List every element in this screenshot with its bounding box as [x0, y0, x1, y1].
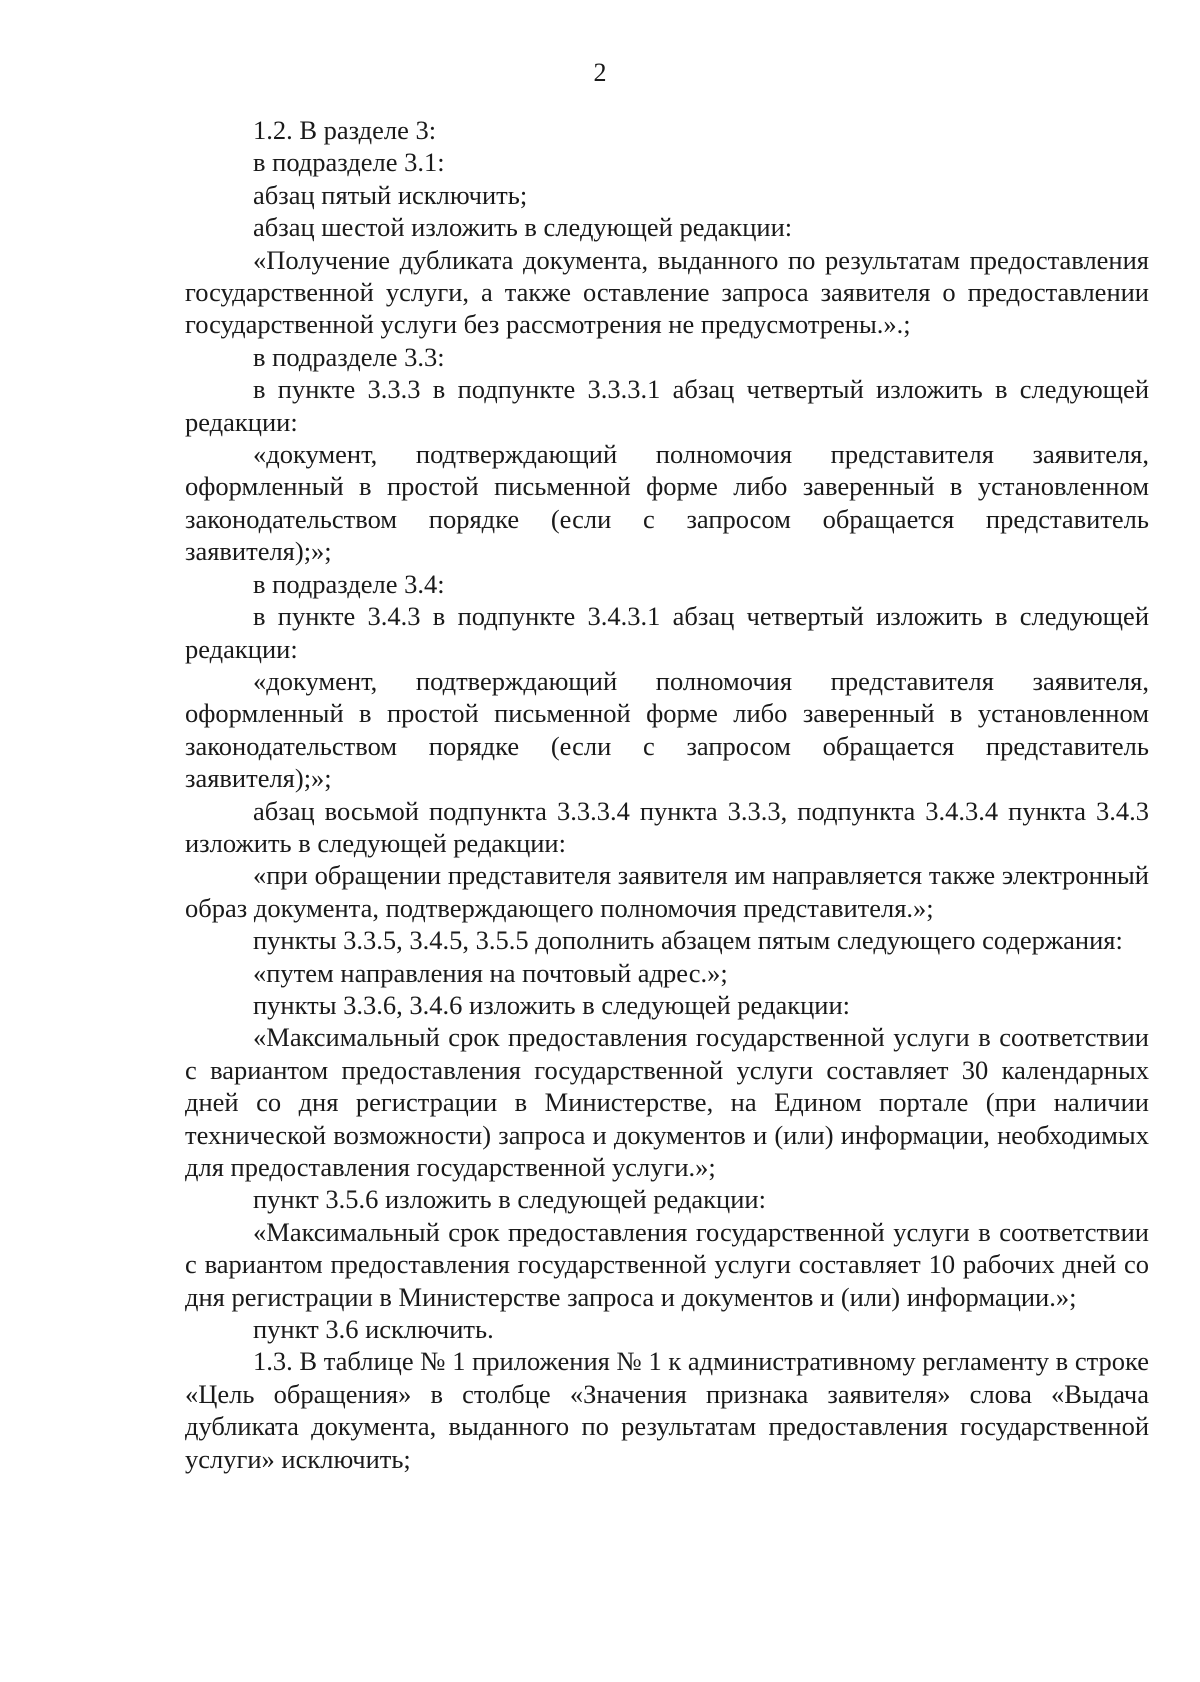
paragraph-subsection-3-1: в подразделе 3.1:	[253, 147, 445, 178]
quoted-paragraph: «документ, подтверждающий полномочия представителя заявителя, оформленный в простой письменной форме либо заверенный в установленном законодательством порядке (если с запросом обращается представитель заявителя);»;	[185, 665, 1149, 794]
paragraph: пункты 3.3.6, 3.4.6 изложить в следующей редакции:	[253, 989, 851, 1020]
paragraph: пункт 3.5.6 изложить в следующей редакции:	[253, 1184, 766, 1215]
quoted-paragraph: «путем направления на почтовый адрес.»;	[253, 957, 728, 988]
paragraph: пункты 3.3.5, 3.4.5, 3.5.5 дополнить абзацем пятым следующего содержания:	[253, 925, 1123, 956]
quoted-paragraph: «Максимальный срок предоставления государственной услуги в соответствии с вариантом предоставления государственной услуги составляет 10 рабочих дней со дня регистрации в Министерстве запроса и документов и (или) информации.»;	[185, 1216, 1149, 1312]
quoted-paragraph: «документ, подтверждающий полномочия представителя заявителя, оформленный в простой письменной форме либо заверенный в установленном законодательством порядке (если с запросом обращается представитель заявителя);»;	[185, 439, 1149, 567]
document-body	[185, 114, 1149, 1475]
paragraph: в пункте 3.3.3 в подпункте 3.3.3.1 абзац четвертый изложить в следующей редакции:	[185, 374, 1149, 437]
paragraph-section-1-2: 1.2. В разделе 3:	[253, 115, 437, 145]
quoted-paragraph: «Получение дубликата документа, выданного по результатам предоставления государственной услуги, а также оставление запроса заявителя о предоставлении государственной услуги без рассмотрения не предусмотрены.».;	[185, 244, 1149, 340]
paragraph: абзац пятый исключить;	[253, 179, 528, 210]
page-number: 2	[593, 58, 607, 87]
paragraph-subsection-3-4: в подразделе 3.4:	[253, 568, 445, 599]
quoted-paragraph: «при обращении представителя заявителя им направляется также электронный образ документа, подтверждающего полномочия представителя.»;	[185, 860, 1149, 923]
quoted-paragraph: «Максимальный срок предоставления государственной услуги в соответствии с вариантом предоставления государственной услуги составляет 30 календарных дней со дня регистрации в Министерстве, на Едином портале (при наличии технической возможности) запроса и документов и (или) информации, необходимых для предоставления государственной услуги.»;	[185, 1022, 1149, 1182]
paragraph-section-1-3: 1.3. В таблице № 1 приложения № 1 к административному регламенту в строке «Цель обращения» в столбце «Значения признака заявителя» слова «Выдача дубликата документа, выданного по результатам предоставления государственной услуги» исключить;	[185, 1346, 1149, 1474]
paragraph: абзац восьмой подпункта 3.3.3.4 пункта 3.3.3, подпункта 3.4.3.4 пункта 3.4.3 изложить в следующей редакции:	[185, 795, 1149, 858]
paragraph-subsection-3-3: в подразделе 3.3:	[253, 341, 445, 372]
paragraph: в пункте 3.4.3 в подпункте 3.4.3.1 абзац четвертый изложить в следующей редакции:	[185, 601, 1149, 664]
paragraph: пункт 3.6 исключить.	[253, 1314, 494, 1345]
paragraph: абзац шестой изложить в следующей редакции:	[253, 212, 793, 243]
